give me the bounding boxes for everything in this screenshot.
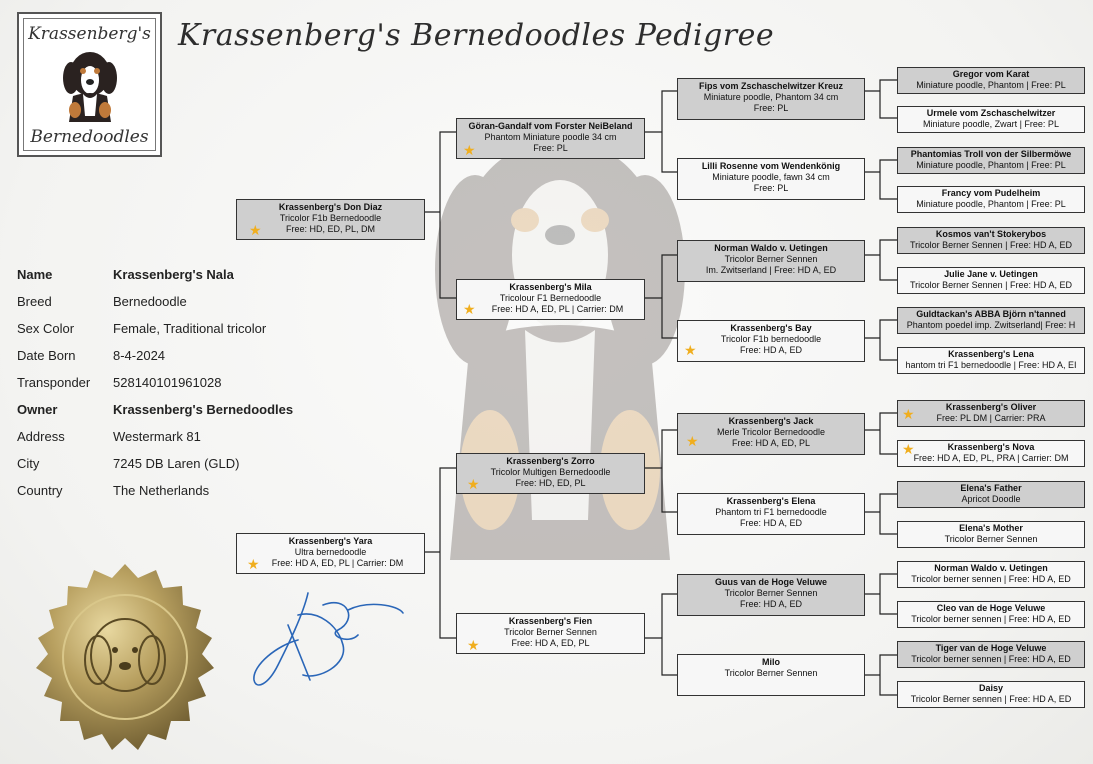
dog-detail: Tricolor F1b bernedoodle: [720, 334, 822, 344]
dog-detail: Tricolor berner sennen | Free: HD A, ED: [911, 614, 1071, 624]
dog-detail: Free: HD A, ED, PL, PRA | Carrier: DM: [913, 453, 1069, 463]
dog-detail: Free: HD, ED, PL: [515, 478, 586, 488]
info-label: Owner: [17, 402, 58, 417]
dog-name: Gregor vom Karat: [952, 69, 1030, 79]
dog-detail: Free: PL: [533, 143, 568, 153]
dog-name: Krassenberg's Fien: [508, 616, 593, 626]
pedigree-box-gggp-6: [897, 267, 1085, 294]
pedigree-box-gggp-1: [897, 67, 1085, 94]
pedigree-box-gggp-15: [897, 641, 1085, 668]
dog-name: Tiger van de Hoge Veluwe: [935, 643, 1047, 653]
dog-detail: Free: PL: [753, 103, 789, 113]
dog-detail: Miniature poodle, Zwart | Free: PL: [923, 119, 1059, 129]
star-icon: ★: [249, 222, 262, 238]
info-value: 8-4-2024: [113, 348, 166, 363]
dog-detail: Tricolor Multigen Bernedoodle: [490, 467, 611, 477]
dog-name: Krassenberg's Jack: [728, 416, 814, 426]
pedigree-box-gggp-16: [897, 681, 1085, 708]
star-icon: ★: [902, 441, 915, 457]
dog-name: Francy vom Pudelheim: [941, 188, 1041, 198]
dog-name: Lilli Rosenne vom Wendenkönig: [701, 161, 841, 171]
dog-detail: Tricolor Berner Sennen | Free: HD A, ED: [909, 240, 1073, 250]
dog-detail: Free: HD, ED, PL, DM: [285, 224, 375, 234]
dog-detail: Tricolor berner sennen | Free: HD A, ED: [911, 574, 1071, 584]
star-icon: ★: [467, 476, 480, 492]
logo-text-top: Krassenberg's: [28, 24, 151, 44]
dog-detail: Im. Zwitserland | Free: HD A, ED: [705, 265, 837, 275]
star-icon: ★: [902, 406, 915, 422]
dog-detail: Free: HD A, ED: [739, 599, 802, 609]
dog-name: Krassenberg's Yara: [288, 536, 373, 546]
pedigree-box-gggp-8: [897, 347, 1085, 374]
pedigree-box-gggp-12: [897, 521, 1085, 548]
logo-text-bottom: Bernedoodles: [30, 127, 149, 147]
dog-detail: Miniature poodle, Phantom | Free: PL: [916, 80, 1066, 90]
star-icon: ★: [684, 342, 697, 358]
pedigree-box-ggp-1: [677, 78, 865, 120]
dog-detail: Phantom poedel imp. Zwitserland| Free: H: [906, 320, 1076, 330]
info-label: Transponder: [17, 375, 91, 390]
dog-detail: Tricolor Berner Sennen: [944, 534, 1038, 544]
dog-name: Krassenberg's Nova: [947, 442, 1035, 452]
star-icon: ★: [463, 301, 476, 317]
dog-name: Krassenberg's Oliver: [945, 402, 1037, 412]
info-label: Address: [17, 429, 65, 444]
dog-name: Urmele vom Zschaschelwitzer: [926, 108, 1056, 118]
pedigree-box-ggp-6: [677, 493, 865, 535]
pedigree-box-dam: [236, 533, 425, 574]
dog-detail: Miniature poodle, Phantom 34 cm: [703, 92, 839, 102]
dog-name: Julie Jane v. Uetingen: [944, 269, 1038, 279]
dog-name: Phantomias Troll von der Silbermöwe: [910, 149, 1072, 159]
dog-detail: Tricolor Berner Sennen: [504, 627, 597, 637]
dog-detail: Ultra bernedoodle: [294, 547, 367, 557]
dog-detail: Miniature poodle, fawn 34 cm: [712, 172, 830, 182]
dog-detail: Tricolour F1 Bernedoodle: [499, 293, 602, 303]
dog-detail: Free: HD A, ED, PL: [511, 638, 590, 648]
dog-detail: Tricolor Berner sennen | Free: HD A, ED: [910, 694, 1072, 704]
dog-detail: Phantom Miniature poodle 34 cm: [484, 132, 617, 142]
pedigree-box-gggp-10: [897, 440, 1085, 467]
dog-detail: Free: HD A, ED: [739, 345, 802, 355]
dog-name: Krassenberg's Mila: [509, 282, 592, 292]
dog-detail: Free: PL: [753, 183, 789, 193]
pedigree-box-ggp-4: [677, 320, 865, 362]
pedigree-box-gp-1: [456, 118, 645, 159]
dog-detail: Tricolor Berner Sennen: [724, 588, 818, 598]
dog-detail: Miniature poodle, Phantom | Free: PL: [916, 160, 1066, 170]
dog-name: Milo: [762, 657, 780, 667]
dog-detail: Free: HD A, ED, PL | Carrier: DM: [271, 558, 404, 568]
dog-name: Krassenberg's Lena: [948, 349, 1034, 359]
info-label: Date Born: [17, 348, 76, 363]
pedigree-box-gggp-11: [897, 481, 1085, 508]
dog-name: Krassenberg's Bay: [730, 323, 812, 333]
info-value: Female, Traditional tricolor: [113, 321, 267, 336]
info-value: Bernedoodle: [113, 294, 187, 309]
dog-detail: Free: PL DM | Carrier: PRA: [936, 413, 1046, 423]
dog-detail: Tricolor Berner Sennen: [724, 668, 818, 678]
page-title: Krassenberg's Bernedoodles Pedigree: [178, 18, 775, 53]
star-icon: ★: [463, 142, 476, 158]
dog-name: Daisy: [978, 683, 1004, 693]
pedigree-box-ggp-5: [677, 413, 865, 455]
dog-name: Norman Waldo v. Uetingen: [934, 563, 1048, 573]
info-value: 7245 DB Laren (GLD): [113, 456, 240, 471]
info-value: Westermark 81: [113, 429, 201, 444]
pedigree-box-ggp-3: [677, 240, 865, 282]
dog-detail: Tricolor Berner Sennen | Free: HD A, ED: [909, 280, 1073, 290]
dog-name: Fips vom Zschaschelwitzer Kreuz: [698, 81, 844, 91]
dog-detail: Merle Tricolor Bernedoodle: [716, 427, 826, 437]
dog-detail: Free: HD A, ED: [739, 518, 802, 528]
dog-detail: Phantom tri F1 bernedoodle: [715, 507, 827, 517]
gold-seal-icon: [20, 560, 230, 764]
info-label: Breed: [17, 294, 52, 309]
star-icon: ★: [247, 556, 260, 572]
pedigree-box-sire: [236, 199, 425, 240]
dog-detail: Tricolor Berner Sennen: [724, 254, 818, 264]
dog-name: Elena's Mother: [959, 523, 1023, 533]
star-icon: ★: [686, 433, 699, 449]
pedigree-box-gggp-5: [897, 227, 1085, 254]
pedigree-box-gggp-2: [897, 106, 1085, 133]
pedigree-box-gggp-3: [897, 147, 1085, 174]
star-icon: ★: [467, 637, 480, 653]
info-value: 528140101961028: [113, 375, 222, 390]
pedigree-box-gp-3: [456, 453, 645, 494]
pedigree-box-gp-4: [456, 613, 645, 654]
dog-name: Krassenberg's Zorro: [506, 456, 595, 466]
dog-detail: Apricot Doodle: [961, 494, 1021, 504]
info-label: Name: [17, 267, 53, 282]
info-label: City: [17, 456, 40, 471]
dog-name: Cleo van de Hoge Veluwe: [936, 603, 1046, 613]
pedigree-box-gggp-4: [897, 186, 1085, 213]
dog-name: Krassenberg's Don Diaz: [278, 202, 383, 212]
dog-detail: hantom tri F1 bernedoodle | Free: HD A, EI: [905, 360, 1077, 370]
pedigree-box-gggp-13: [897, 561, 1085, 588]
info-label: Sex Color: [17, 321, 75, 336]
dog-name: Kosmos van't Stokerybos: [935, 229, 1047, 239]
pedigree-box-ggp-2: [677, 158, 865, 200]
dog-name: Norman Waldo v. Uetingen: [714, 243, 828, 253]
dog-detail: Free: HD A, ED, PL | Carrier: DM: [491, 304, 624, 314]
dog-name: Elena's Father: [960, 483, 1022, 493]
pedigree-box-ggp-8: [677, 654, 865, 696]
dog-detail: Tricolor berner sennen | Free: HD A, ED: [911, 654, 1071, 664]
signature-icon: [248, 585, 408, 695]
info-value: Krassenberg's Bernedoodles: [113, 402, 294, 417]
dog-detail: Miniature poodle, Phantom | Free: PL: [916, 199, 1066, 209]
dog-detail: Tricolor F1b Bernedoodle: [279, 213, 382, 223]
pedigree-box-gggp-7: [897, 307, 1085, 334]
pedigree-box-gggp-9: [897, 400, 1085, 427]
pedigree-box-gp-2: [456, 279, 645, 320]
dog-name: Guldtackan's ABBA Björn n'tanned: [916, 309, 1066, 319]
pedigree-box-gggp-14: [897, 601, 1085, 628]
dog-name: Guus van de Hoge Veluwe: [714, 577, 828, 587]
pedigree-box-ggp-7: [677, 574, 865, 616]
dog-detail: Free: HD A, ED, PL: [731, 438, 811, 448]
dog-name: Krassenberg's Elena: [726, 496, 816, 506]
info-value: Krassenberg's Nala: [113, 267, 234, 282]
info-value: The Netherlands: [113, 483, 210, 498]
info-label: Country: [17, 483, 63, 498]
dog-name: Göran-Gandalf vom Forster NeiBeland: [468, 121, 633, 131]
